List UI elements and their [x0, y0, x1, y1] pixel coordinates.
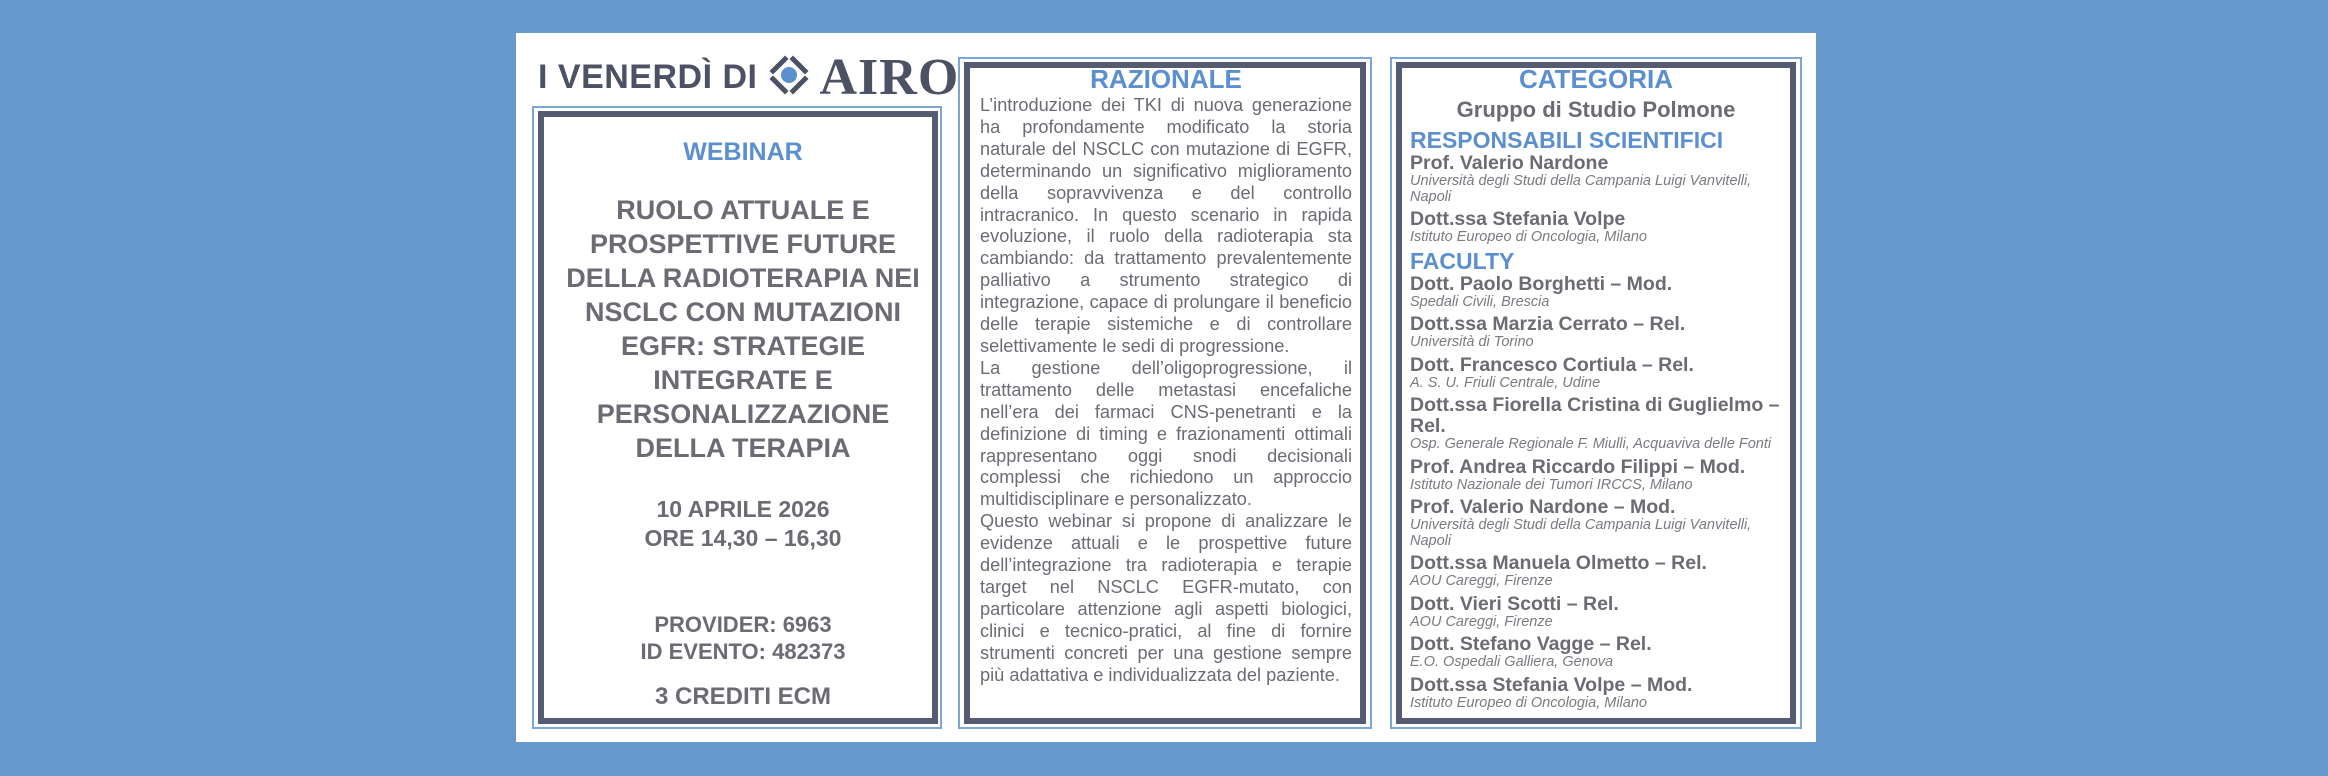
person-name: Dott.ssa Fiorella Cristina di Guglielmo – Rel. — [1410, 394, 1780, 437]
rationale-paragraph: La gestione dell’oligoprogressione, il trattamento delle metastasi encefaliche nell’era dei farmaci CNS-penetranti e la definizione di timing e frazionamenti ottimali rappresentano oggi snodi decisionali complessi che richiedono un approccio multidisciplinare e personalizzato. — [980, 357, 1352, 510]
person-name: Dott. Stefano Vagge – Rel. — [1410, 633, 1652, 655]
faculty-entry — [1410, 355, 1782, 392]
person-affiliation: Osp. Generale Regionale F. Miulli, Acquaviva delle Fonti — [1410, 436, 1772, 452]
person-name: Dott. Vieri Scotti – Rel. — [1410, 592, 1619, 615]
person-affiliation: Spedali Civili, Brescia — [1410, 293, 1550, 310]
faculty-heading: FACULTY — [1410, 247, 1515, 274]
person-affiliation: Istituto Europeo di Oncologia, Milano — [1410, 229, 1647, 245]
title-line: DELLA TERAPIA — [635, 433, 851, 463]
person-name: Prof. Valerio Nardone — [1410, 152, 1609, 174]
ecm-credits: 3 CREDITI ECM — [654, 683, 831, 710]
title-line: NSCLC CON MUTAZIONI — [585, 297, 901, 327]
category-heading: CATEGORIA — [1518, 64, 1674, 94]
event-time: ORE 14,30 – 16,30 — [644, 525, 842, 551]
faculty-column — [1410, 64, 1782, 711]
event-type-label: WEBINAR — [683, 138, 803, 166]
person-affiliation: Università di Torino — [1410, 334, 1534, 350]
person-affiliation: Istituto Europeo di Oncologia, Milano — [1410, 694, 1647, 711]
person-name: Dott. Francesco Cortiula – Rel. — [1410, 353, 1694, 376]
category-group: Gruppo di Studio Polmone — [1456, 97, 1736, 122]
rationale-text — [980, 95, 1352, 686]
person-name: Dott.ssa Stefania Volpe — [1410, 208, 1626, 230]
airo-logo — [538, 48, 960, 106]
title-line: RUOLO ATTUALE E — [616, 195, 870, 225]
person-affiliation: AOU Careggi, Firenze — [1410, 573, 1553, 589]
faculty-entry — [1410, 675, 1782, 712]
airo-logo-icon — [765, 51, 813, 104]
faculty-entry — [1410, 314, 1782, 351]
person-affiliation: Università degli Studi della Campania Luigi Vanvitelli, Napoli — [1410, 173, 1752, 205]
title-line: EGFR: STRATEGIE — [620, 331, 865, 361]
person-name: Prof. Valerio Nardone – Mod. — [1410, 496, 1676, 518]
faculty-entry — [1410, 553, 1782, 590]
person-affiliation: E.O. Ospedali Galliera, Genova — [1410, 654, 1614, 670]
faculty-entry — [1410, 395, 1782, 453]
rationale-column — [980, 64, 1352, 686]
faculty-entry — [1410, 634, 1782, 671]
logo-brand: AIRO — [819, 48, 960, 106]
rationale-paragraph: L’introduzione dei TKI di nuova generazione ha profondamente modificato la storia naturale del NSCLC con mutazione di EGFR, determinando un significativo miglioramento della sopravvivenza e del controllo intracranico. In questo scenario in rapida evoluzione, il ruolo della radioterapia sta cambiando: da trattamento prevalentemente palliativo a strumento strategico di integrazione, capace di prolungare il beneficio delle terapie sistemiche e di controllare selettivamente le sedi di progressione. — [980, 95, 1352, 356]
person-name: Dott.ssa Stefania Volpe – Mod. — [1410, 673, 1693, 696]
person-name: Prof. Andrea Riccardo Filippi – Mod. — [1410, 455, 1746, 478]
event-title — [548, 193, 938, 465]
rationale-paragraph: Questo webinar si propone di analizzare le evidenze attuali e le prospettive future dell’integrazione tra radioterapia e terapie target nel NSCLC EGFR-mutato, con particolare attenzione agli aspetti biologici, clinici e tecnico-pratici, al fine di fornire strumenti concreti per una gestione sempre più adattativa e individualizzata del paziente. — [980, 511, 1352, 685]
event-date: 10 APRILE 2026 — [656, 496, 830, 522]
provider-id: PROVIDER: 6963 — [654, 612, 832, 637]
responsabile-entry — [1410, 209, 1782, 246]
title-line: INTEGRATE E — [653, 365, 833, 395]
person-name: Dott.ssa Manuela Olmetto – Rel. — [1410, 552, 1707, 574]
person-name: Dott. Paolo Borghetti – Mod. — [1410, 272, 1673, 295]
person-affiliation: AOU Careggi, Firenze — [1410, 613, 1553, 630]
title-line: DELLA RADIOTERAPIA NEI — [566, 263, 920, 293]
person-name: Dott.ssa Marzia Cerrato – Rel. — [1410, 313, 1686, 335]
person-affiliation: Istituto Nazionale dei Tumori IRCCS, Milano — [1410, 476, 1693, 493]
event-info-column — [548, 116, 938, 711]
person-affiliation: Università degli Studi della Campania Luigi Vanvitelli, Napoli — [1410, 517, 1752, 549]
responsabile-entry — [1410, 153, 1782, 205]
rationale-heading: RAZIONALE — [1090, 64, 1242, 94]
responsabili-heading: RESPONSABILI SCIENTIFICI — [1410, 127, 1724, 153]
faculty-entry — [1410, 457, 1782, 494]
title-line: PROSPETTIVE FUTURE — [589, 229, 897, 259]
faculty-entry — [1410, 274, 1782, 311]
faculty-entry — [1410, 594, 1782, 631]
person-affiliation: A. S. U. Friuli Centrale, Udine — [1410, 374, 1601, 391]
logo-prefix: I VENERDÌ DI — [538, 57, 758, 96]
event-id: ID EVENTO: 482373 — [640, 639, 846, 664]
faculty-entry — [1410, 497, 1782, 549]
title-line: PERSONALIZZAZIONE — [596, 399, 890, 429]
